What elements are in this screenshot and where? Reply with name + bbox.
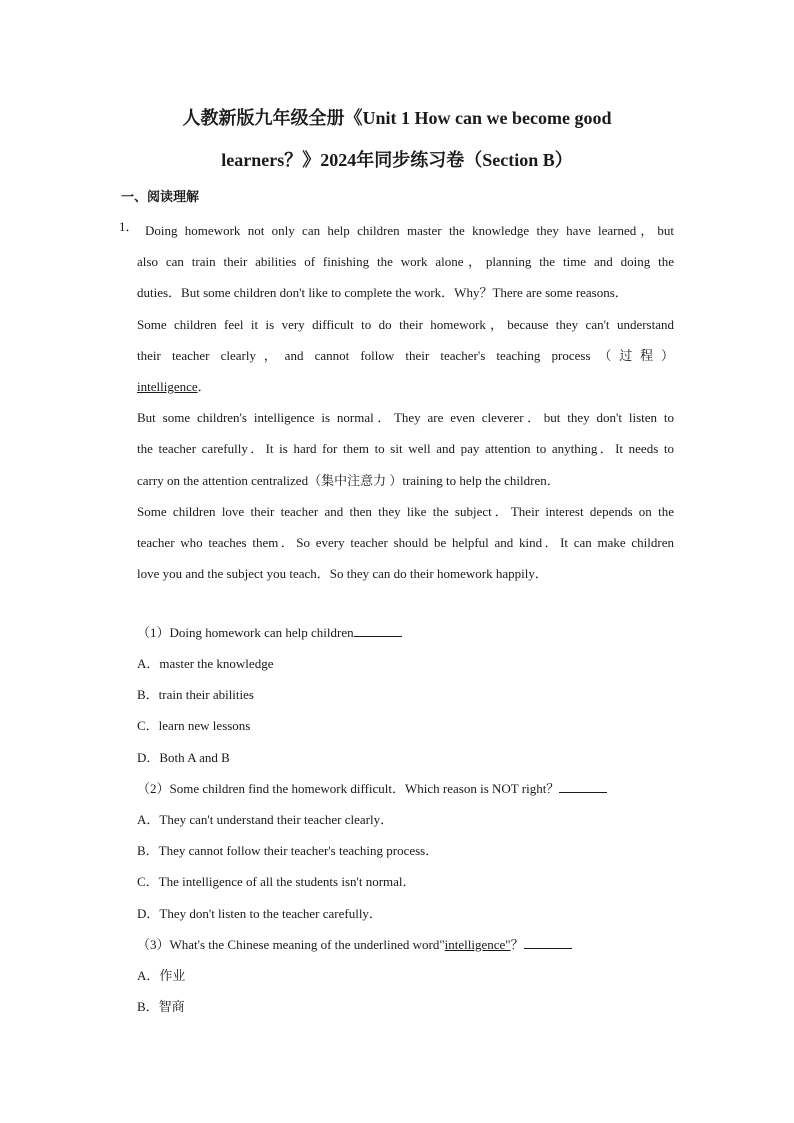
underlined-word: intelligence" — [444, 937, 511, 952]
option-b: B．智商 — [137, 999, 185, 1014]
option-d: D．They don't listen to the teacher carefully． — [137, 906, 382, 921]
passage-line-underlined-word — [137, 371, 674, 402]
option-d: D．Both A and B — [137, 750, 230, 765]
passage-line: carry on the attention centralized（集中注意力 ）training to help the children． — [137, 473, 560, 488]
passage-line: duties．But some children don't like to complete the work．Why？There are some reasons． — [137, 285, 628, 300]
option-b: B．train their abilities — [137, 687, 254, 702]
sub-question-stem: （2）Some children find the homework difficult．Which reason is NOT right？ — [137, 781, 560, 796]
passage-line: their teacher clearly，and cannot follow their teacher's teaching process（过程） — [137, 348, 674, 363]
underlined-word: intelligence — [137, 379, 198, 394]
passage-line: also can train their abilities of finishing the work alone，planning the time and doing the — [137, 254, 674, 269]
passage-line: the teacher carefully．It is hard for them to sit well and pay attention to anything．It needs to — [137, 441, 674, 456]
option-a: A．作业 — [137, 968, 186, 983]
answer-blank[interactable] — [524, 936, 572, 949]
section-heading: 一、阅读理解 — [121, 189, 200, 204]
document-title-line-2: learners？》2024年同步练习卷（Section B） — [221, 150, 573, 170]
passage-line: Some children love their teacher and then they like the subject．Their interest depends on the — [137, 504, 674, 519]
option-c: C．learn new lessons — [137, 718, 251, 733]
question-mark: ？ — [510, 937, 524, 952]
sub-question-stem: （3）What's the Chinese meaning of the underlined word" — [137, 937, 445, 952]
sub-question-3 — [137, 935, 572, 955]
passage-line: Some children feel it is very difficult to do their homework，because they can't understand — [137, 317, 674, 332]
option-b: B．They cannot follow their teacher's teaching process． — [137, 843, 439, 858]
document-title-line-1: 人教新版九年级全册《Unit 1 How can we become good — [182, 108, 612, 128]
sub-question-2 — [137, 779, 607, 799]
sub-question-1 — [137, 623, 402, 643]
passage-line: teacher who teaches them．So every teacher should be helpful and kind．It can make children — [137, 535, 674, 550]
answer-blank[interactable] — [354, 624, 402, 637]
punctuation: ． — [197, 379, 211, 394]
passage-line: But some children's intelligence is normal．They are even cleverer．but they don't listen to — [137, 410, 674, 425]
question-number: 1． — [119, 219, 139, 234]
option-a: A．They can't understand their teacher clearly． — [137, 812, 394, 827]
passage-line: Doing homework not only can help children master the knowledge they have learned，but — [145, 223, 674, 238]
passage-line: love you and the subject you teach．So they can do their homework happily． — [137, 566, 548, 581]
sub-question-stem: （1）Doing homework can help children — [137, 625, 354, 640]
answer-blank[interactable] — [559, 780, 607, 793]
option-a: A．master the knowledge — [137, 656, 274, 671]
option-c: C．The intelligence of all the students isn't normal． — [137, 874, 416, 889]
